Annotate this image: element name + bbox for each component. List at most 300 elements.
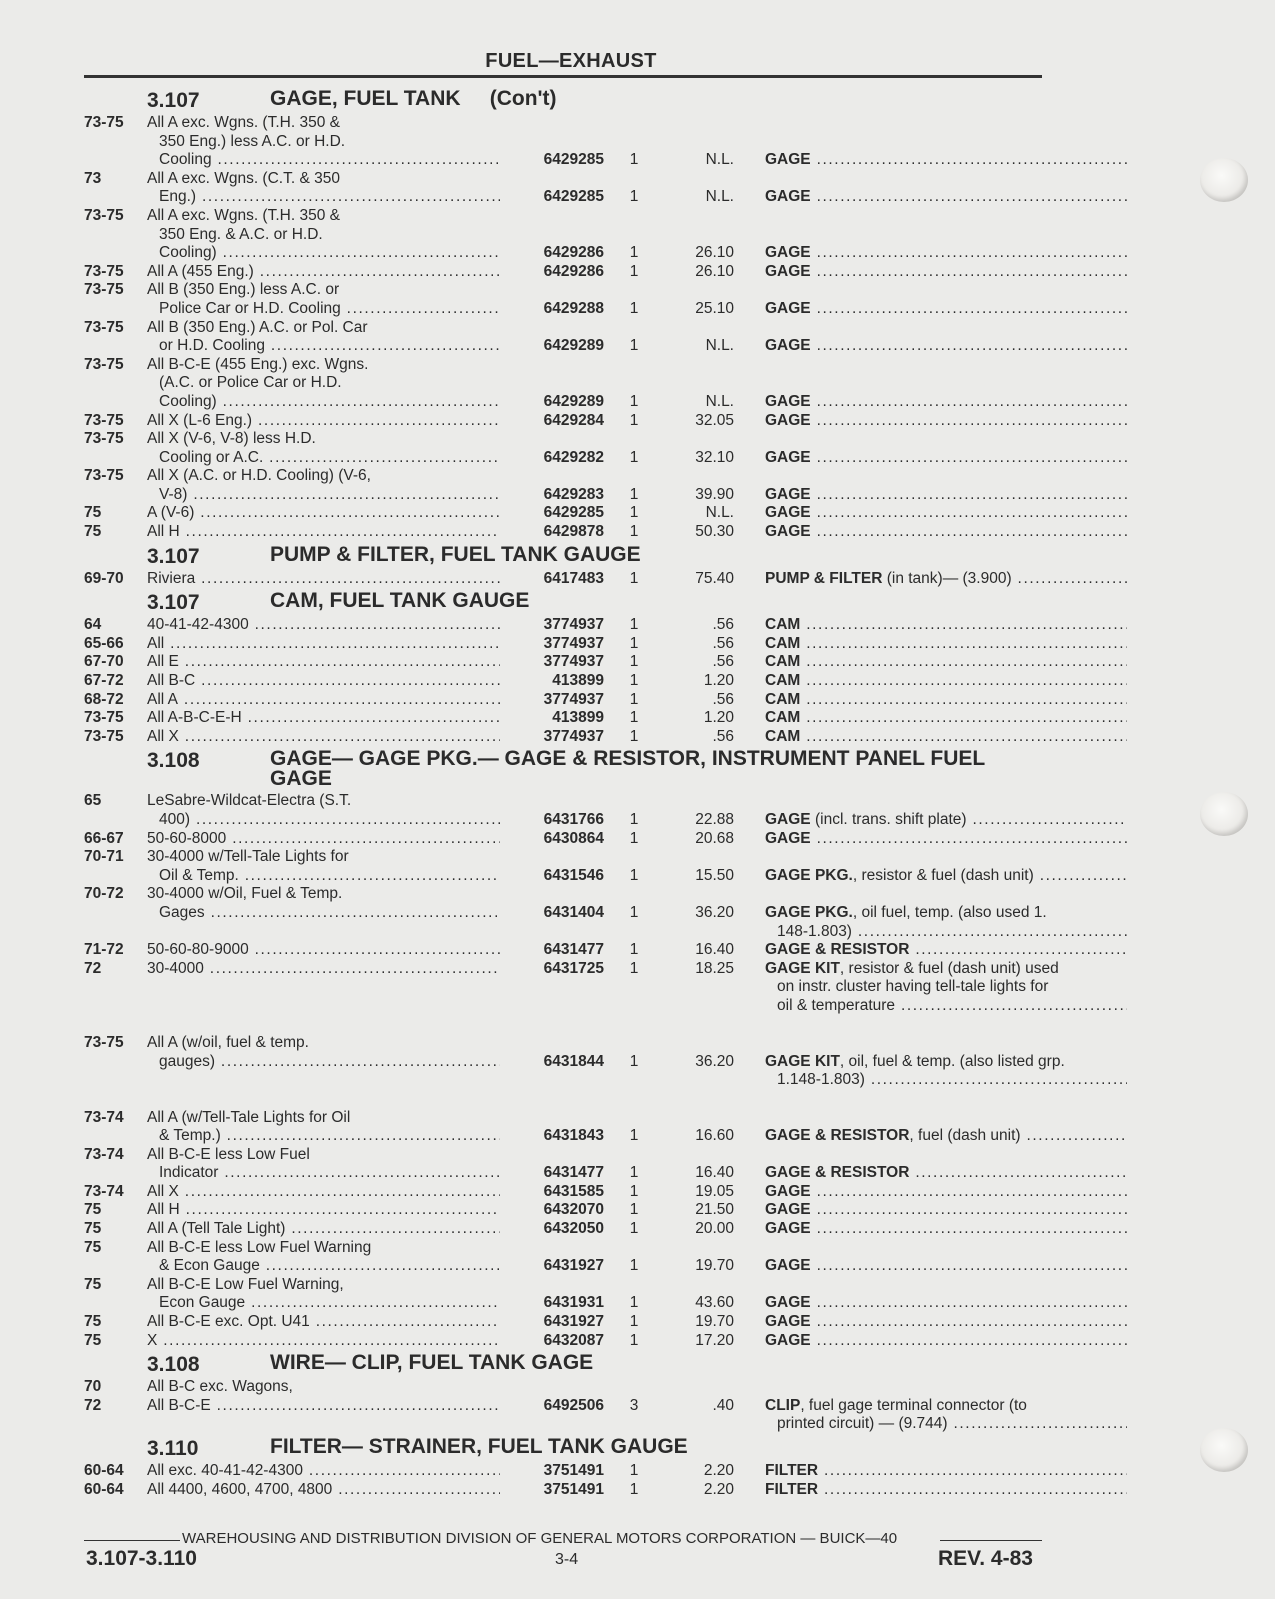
header-rule (84, 75, 1042, 78)
part-line (84, 1397, 1044, 1416)
quantity: 3 (629, 1396, 639, 1414)
application-description: 40-41-42-4300 ..... (147, 616, 500, 635)
application-description: Riviera ..... (147, 570, 500, 589)
model-year: 64 (84, 616, 102, 634)
part-number: 6432070 (543, 1201, 604, 1219)
part-name (765, 151, 1127, 170)
quantity: 1 (629, 299, 639, 317)
quantity: 1 (629, 337, 639, 355)
price: 19.70 (695, 1257, 734, 1275)
part-line (84, 467, 1044, 486)
price: 15.50 (695, 866, 734, 884)
part-name (765, 904, 1127, 923)
part-name-bold: GAGE (765, 299, 811, 317)
part-name-bold: CAM (765, 727, 801, 745)
price: 75.40 (695, 569, 734, 587)
punch-hole-bottom (1200, 1428, 1248, 1472)
quantity: 1 (629, 1462, 639, 1479)
part-name-bold: CAM (765, 690, 801, 708)
part-name (765, 1397, 1127, 1416)
part-name-continued: 1.148-1.803) ..... (777, 1071, 1127, 1090)
quantity: 1 (629, 709, 639, 727)
part-line (84, 1016, 1044, 1035)
application-description: X ..... (147, 1332, 500, 1351)
model-year: 75 (84, 1331, 102, 1349)
part-name (765, 1313, 1127, 1332)
part-name (765, 570, 1127, 589)
model-year: 75 (84, 1275, 102, 1293)
application-description: All 4400, 4600, 4700, 4800 ..... (147, 1481, 500, 1500)
price: .56 (712, 616, 734, 634)
model-year: 75 (84, 1220, 102, 1238)
quantity: 1 (629, 1220, 639, 1238)
price: 50.30 (695, 523, 734, 541)
part-name (765, 709, 1127, 728)
application-description: 30-4000 ..... (147, 960, 500, 979)
application-description: All B-C-E ..... (147, 1397, 500, 1416)
part-name-bold: GAGE & RESISTOR (765, 1127, 910, 1145)
part-number: 6429285 (543, 188, 604, 206)
section-number: 3.107 (147, 544, 200, 568)
part-number: 6429289 (543, 337, 604, 355)
quantity: 1 (629, 959, 639, 977)
price: 32.10 (695, 448, 734, 466)
part-number: 6429282 (543, 448, 604, 466)
price: 18.25 (695, 959, 734, 977)
part-line (84, 226, 1044, 245)
application-description: All B (350 Eng.) less A.C. or (147, 281, 340, 299)
part-name (765, 1053, 1127, 1072)
part-number: 6429286 (543, 244, 604, 262)
application-description: Econ Gauge ..... (159, 1294, 500, 1313)
price: 16.40 (695, 1164, 734, 1182)
application-description: All B (350 Eng.) A.C. or Pol. Car (147, 318, 368, 336)
model-year: 69-70 (84, 569, 124, 587)
part-number: 6431725 (543, 959, 604, 977)
application-description: All A exc. Wgns. (T.H. 350 & (147, 206, 340, 224)
quantity: 1 (629, 1257, 639, 1275)
parts-listing (84, 86, 1065, 1499)
quantity: 1 (629, 1052, 639, 1070)
section-heading (84, 1434, 1044, 1462)
model-year: 75 (84, 523, 102, 541)
part-line (84, 1276, 1044, 1295)
application-description: Oil & Temp. ..... (159, 867, 500, 886)
application-description: Cooling) ..... (159, 244, 500, 263)
price: 36.20 (695, 1052, 734, 1070)
part-name-bold: CAM (765, 634, 801, 652)
quantity: 1 (629, 653, 639, 671)
part-number: 6431404 (543, 903, 604, 921)
part-line (84, 188, 1044, 207)
part-number: 6429288 (543, 299, 604, 317)
part-line (84, 281, 1044, 300)
part-name (765, 691, 1127, 710)
quantity: 1 (629, 244, 639, 262)
application-description: V-8) ..... (159, 486, 500, 505)
quantity: 1 (629, 569, 639, 587)
part-name-bold: GAGE (765, 244, 811, 262)
application-description: All B-C ..... (147, 672, 500, 691)
model-year: 60-64 (84, 1462, 124, 1479)
model-year: 73-75 (84, 262, 124, 280)
footer-group-range: 3.107-3.110 (86, 1547, 197, 1570)
model-year: 73-74 (84, 1108, 124, 1126)
model-year: 73-75 (84, 1034, 124, 1052)
part-line (84, 1109, 1044, 1128)
part-name (765, 1481, 1127, 1500)
quantity: 1 (629, 1294, 639, 1312)
part-line (84, 207, 1044, 226)
part-name-bold: GAGE (765, 1313, 811, 1331)
part-name (765, 449, 1127, 468)
part-number: 3774937 (543, 634, 604, 652)
quantity: 1 (629, 811, 639, 828)
part-line (84, 1220, 1044, 1239)
quantity: 1 (629, 448, 639, 466)
application-description: 50-60-80-9000 ..... (147, 941, 500, 960)
application-description: All exc. 40-41-42-4300 ..... (147, 1462, 500, 1481)
price: 2.20 (703, 1462, 734, 1479)
application-description: All B-C-E less Low Fuel (147, 1145, 310, 1163)
model-year: 75 (84, 504, 102, 522)
application-description: All B-C-E (455 Eng.) exc. Wgns. (147, 355, 369, 373)
part-number: 6492506 (543, 1396, 604, 1414)
part-line (84, 616, 1044, 635)
application-description: All X ..... (147, 728, 500, 747)
section-title: CAM, FUEL TANK GAUGE (270, 589, 530, 613)
part-name-bold: CAM (765, 709, 801, 727)
part-number: 6429289 (543, 392, 604, 410)
part-line (84, 1294, 1044, 1313)
part-name (765, 1127, 1127, 1146)
part-name (765, 635, 1127, 654)
application-description: A (V-6) ..... (147, 504, 500, 523)
section-number: 3.108 (147, 1353, 200, 1377)
part-name-bold: FILTER (765, 1462, 819, 1479)
part-line (84, 374, 1044, 393)
application-description: All E ..... (147, 653, 500, 672)
application-description: 350 Eng. & A.C. or H.D. (159, 225, 323, 243)
part-line (84, 792, 1044, 811)
part-line (84, 412, 1044, 431)
price: .56 (712, 690, 734, 708)
part-line (84, 1415, 1044, 1434)
application-description: Indicator ..... (159, 1164, 500, 1183)
part-number: 3774937 (543, 653, 604, 671)
part-name (765, 412, 1127, 431)
quantity: 1 (629, 1331, 639, 1349)
part-name-bold: GAGE & RESISTOR (765, 1164, 910, 1182)
section-title: FILTER— STRAINER, FUEL TANK GAUGE (270, 1435, 688, 1458)
application-description: (A.C. or Police Car or H.D. (159, 374, 342, 392)
price: 39.90 (695, 485, 734, 503)
part-name-bold: CAM (765, 616, 801, 634)
price: 43.60 (695, 1294, 734, 1312)
application-description: Police Car or H.D. Cooling ..... (159, 300, 500, 319)
part-line (84, 811, 1044, 830)
quantity: 1 (629, 1127, 639, 1145)
footer-rule-right (940, 1540, 1042, 1541)
application-description: Cooling ..... (159, 151, 500, 170)
part-line (84, 672, 1044, 691)
footer-revision: REV. 4-83 (938, 1547, 1033, 1570)
footer-division-text: WAREHOUSING AND DISTRIBUTION DIVISION OF GENERAL MOTORS CORPORATION — BUICK—40 (182, 1530, 898, 1547)
model-year: 65 (84, 792, 102, 810)
part-line (84, 903, 1047, 923)
part-name-bold: GAGE KIT (765, 959, 840, 977)
price: N.L. (705, 504, 734, 522)
price: 16.40 (695, 941, 734, 959)
application-description: Eng.) ..... (159, 188, 500, 207)
part-name (765, 672, 1127, 691)
application-description: All X (V-6, V-8) less H.D. (147, 430, 316, 448)
model-year: 73-74 (84, 1182, 124, 1200)
part-name-bold: GAGE (765, 1182, 811, 1200)
application-description: All B-C-E Low Fuel Warning, (147, 1275, 344, 1293)
price: 16.60 (695, 1127, 734, 1145)
price: .56 (712, 634, 734, 652)
part-line (84, 430, 1044, 449)
application-description: All A ..... (147, 691, 500, 710)
part-line (84, 1239, 1044, 1258)
part-line (84, 393, 1044, 412)
quantity: 1 (629, 411, 639, 429)
part-name (765, 830, 1127, 849)
price: .56 (712, 653, 734, 671)
model-year: 68-72 (84, 690, 124, 708)
part-name-bold: FILTER (765, 1480, 819, 1498)
model-year: 73-74 (84, 1145, 124, 1163)
part-name-remark: , fuel (dash unit) (909, 1127, 1021, 1145)
application-description: All B-C-E exc. Opt. U41 ..... (147, 1313, 500, 1332)
part-number: 6431927 (543, 1313, 604, 1331)
part-name-bold: GAGE & RESISTOR (765, 941, 910, 959)
part-number: 6432050 (543, 1220, 604, 1238)
price: N.L. (705, 188, 734, 206)
section-title: GAGE— GAGE PKG.— GAGE & RESISTOR, INSTRUMENT PANEL FUEL GAGE (270, 747, 991, 791)
section-heading (84, 1350, 1044, 1378)
model-year: 73-75 (84, 355, 124, 373)
application-description: All A exc. Wgns. (T.H. 350 & (147, 114, 340, 131)
price: 1.20 (703, 709, 734, 727)
part-line (84, 504, 1044, 523)
part-line (84, 486, 1044, 505)
part-number: 413899 (552, 672, 604, 690)
model-year: 70 (84, 1378, 102, 1396)
application-description: & Econ Gauge ..... (159, 1257, 500, 1276)
part-name (765, 1220, 1127, 1239)
application-description: All A (455 Eng.) ..... (147, 263, 500, 282)
part-number: 6429286 (543, 262, 604, 280)
part-name-continued: oil & temperature ..... (777, 997, 1127, 1016)
application-description: All H ..... (147, 1201, 500, 1220)
part-line (84, 923, 1044, 942)
part-name-bold: GAGE (765, 1294, 811, 1312)
part-name (765, 1294, 1127, 1313)
part-number: 6429878 (543, 523, 604, 541)
application-description: All X (L-6 Eng.) ..... (147, 412, 500, 431)
quantity: 1 (629, 903, 639, 921)
price: .40 (712, 1396, 734, 1414)
quantity: 1 (629, 616, 639, 634)
footer-division-line (84, 1530, 1042, 1550)
part-name (765, 811, 1127, 830)
application-description: All A (Tell Tale Light) ..... (147, 1220, 500, 1239)
part-name-continued: 148-1.803) ..... (777, 923, 1127, 942)
part-name (765, 244, 1127, 263)
part-name-bold: GAGE (765, 411, 811, 429)
model-year: 72 (84, 959, 102, 977)
part-number: 6431927 (543, 1257, 604, 1275)
part-line (84, 1378, 1044, 1397)
quantity: 1 (629, 1182, 639, 1200)
part-name-remark: , resistor & fuel (dash unit) (852, 866, 1034, 884)
model-year: 71-72 (84, 941, 124, 959)
quantity: 1 (629, 151, 639, 169)
part-line (84, 867, 1044, 886)
part-line (84, 1052, 1065, 1072)
price: 21.50 (695, 1201, 734, 1219)
punch-hole-top (1200, 158, 1248, 202)
part-name-bold: CAM (765, 653, 801, 671)
model-year: 75 (84, 1313, 102, 1331)
part-line (84, 709, 1044, 728)
section-heading (84, 588, 1044, 616)
part-name-bold: GAGE (765, 151, 811, 169)
part-line (84, 691, 1044, 710)
part-line (84, 885, 1044, 904)
part-line (84, 244, 1044, 263)
model-year: 73-75 (84, 411, 124, 429)
quantity: 1 (629, 690, 639, 708)
part-name-bold: CAM (765, 672, 801, 690)
part-line (84, 337, 1044, 356)
part-number: 6431477 (543, 1164, 604, 1182)
price: 19.05 (695, 1182, 734, 1200)
quantity: 1 (629, 672, 639, 690)
quantity: 1 (629, 941, 639, 959)
model-year: 73-75 (84, 467, 124, 485)
price: 25.10 (695, 299, 734, 317)
application-description: & Temp.) ..... (159, 1127, 500, 1146)
part-name-bold: GAGE (765, 337, 811, 355)
section-title: WIRE— CLIP, FUEL TANK GAGE (270, 1351, 594, 1375)
part-line (84, 1183, 1044, 1202)
part-number: 6432087 (543, 1331, 604, 1349)
price: 17.20 (695, 1331, 734, 1349)
part-name-bold: GAGE (765, 485, 811, 503)
part-number: 3751491 (543, 1462, 604, 1479)
section-heading (84, 542, 1044, 570)
part-line (84, 133, 1044, 152)
part-name-bold: GAGE (765, 811, 811, 828)
application-description: All X (A.C. or H.D. Cooling) (V-6, (147, 467, 371, 485)
model-year: 70-71 (84, 848, 124, 866)
model-year: 72 (84, 1396, 102, 1414)
price: 19.70 (695, 1313, 734, 1331)
part-name-remark: (in tank)— (3.900) (882, 569, 1012, 587)
section-number: 3.107 (147, 89, 200, 112)
price: 20.00 (695, 1220, 734, 1238)
part-line (84, 1034, 1044, 1053)
part-number: 6431766 (543, 811, 604, 828)
application-description: All ..... (147, 635, 500, 654)
part-line (84, 997, 1044, 1016)
part-name-bold: GAGE (765, 504, 811, 522)
price: N.L. (705, 392, 734, 410)
part-name-bold: GAGE (765, 262, 811, 280)
application-description: All B-C-E less Low Fuel Warning (147, 1238, 372, 1256)
quantity: 1 (629, 1201, 639, 1219)
part-name-bold: GAGE (765, 448, 811, 466)
quantity: 1 (629, 523, 639, 541)
part-number: 3751491 (543, 1480, 604, 1498)
part-line (84, 114, 1044, 133)
part-name-bold: GAGE (765, 1201, 811, 1219)
application-description: Cooling or A.C. ..... (159, 449, 500, 468)
part-line (84, 728, 1044, 747)
part-line (84, 1090, 1044, 1109)
price: N.L. (705, 337, 734, 355)
model-year: 73-75 (84, 206, 124, 224)
application-description: All A-B-C-E-H ..... (147, 709, 500, 728)
application-description: gauges) ..... (159, 1053, 500, 1072)
quantity: 1 (629, 188, 639, 206)
model-year: 73-75 (84, 281, 124, 299)
application-description: 30-4000 w/Tell-Tale Lights for (147, 848, 349, 866)
quantity: 1 (629, 829, 639, 847)
part-name (765, 653, 1127, 672)
part-name (765, 393, 1127, 412)
part-number: 6429283 (543, 485, 604, 503)
part-line (84, 1462, 1044, 1481)
model-year: 65-66 (84, 634, 124, 652)
model-year: 73-75 (84, 709, 124, 727)
part-name (765, 486, 1127, 505)
price: 36.20 (695, 903, 734, 921)
part-line (84, 941, 1044, 960)
part-line (84, 830, 1044, 849)
part-line (84, 300, 1044, 319)
part-name (765, 1164, 1127, 1183)
model-year: 73-75 (84, 430, 124, 448)
model-year: 75 (84, 1201, 102, 1219)
model-year: 67-72 (84, 672, 124, 690)
part-number: 6431844 (543, 1052, 604, 1070)
part-number: 6417483 (543, 569, 604, 587)
part-line (84, 978, 1049, 997)
section-number: 3.110 (147, 1437, 199, 1460)
part-line (84, 1146, 1044, 1165)
quantity: 1 (629, 727, 639, 745)
quantity: 1 (629, 1313, 639, 1331)
part-line (84, 263, 1044, 282)
part-name (765, 1183, 1127, 1202)
part-name (765, 337, 1127, 356)
punch-hole-middle (1200, 792, 1248, 836)
part-number: 6430864 (543, 829, 604, 847)
part-line (84, 570, 1044, 589)
part-number: 413899 (552, 709, 604, 727)
part-name-remark: (incl. trans. shift plate) (810, 811, 967, 828)
part-line (84, 1164, 1044, 1183)
application-description: All B-C exc. Wagons, (147, 1378, 293, 1396)
part-name-bold: GAGE (765, 1257, 811, 1275)
section-number: 3.107 (147, 591, 200, 615)
section-title: PUMP & FILTER, FUEL TANK GAUGE (270, 542, 641, 566)
part-name (765, 1201, 1127, 1220)
